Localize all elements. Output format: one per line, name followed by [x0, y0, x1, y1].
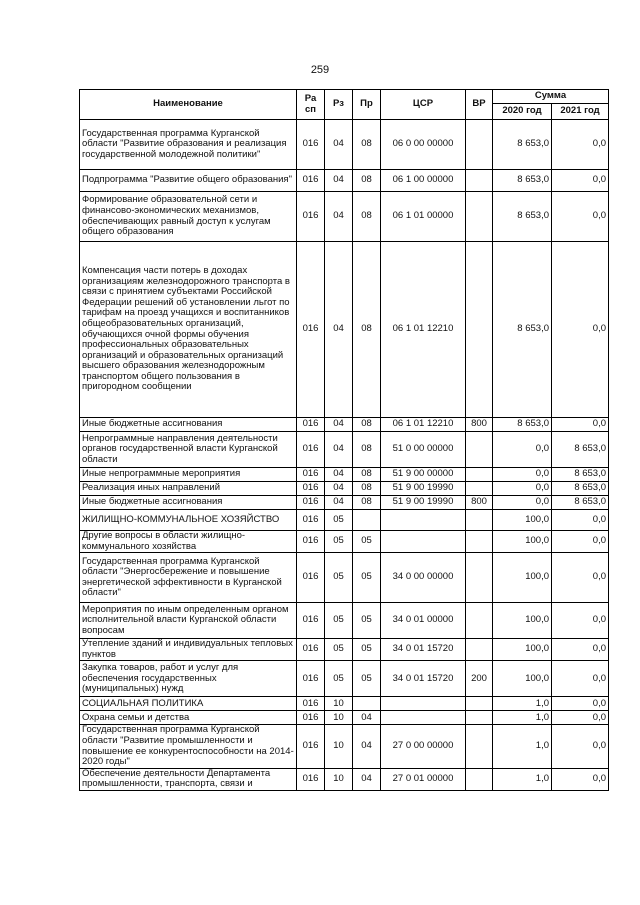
row-csr: 27 0 01 00000	[381, 768, 466, 790]
row-rz: 05	[325, 553, 353, 603]
row-csr: 51 0 00 00000	[381, 432, 466, 468]
row-rasp: 016	[297, 639, 325, 661]
row-rasp: 016	[297, 120, 325, 170]
row-vr	[466, 120, 493, 170]
header-rasp: Ра сп	[297, 90, 325, 120]
row-rz: 05	[325, 639, 353, 661]
row-csr	[381, 510, 466, 531]
row-pr: 05	[353, 639, 381, 661]
page-number: 259	[310, 64, 330, 76]
row-rz: 04	[325, 192, 353, 242]
budget-table	[79, 89, 609, 791]
row-pr: 08	[353, 242, 381, 418]
row-2020: 100,0	[493, 603, 552, 639]
row-2021: 0,0	[552, 418, 609, 432]
header-row	[80, 90, 609, 104]
table-row	[80, 553, 609, 603]
row-2020: 0,0	[493, 468, 552, 482]
row-pr: 08	[353, 120, 381, 170]
table-row	[80, 432, 609, 468]
row-2021: 8 653,0	[552, 482, 609, 496]
row-2020: 0,0	[493, 432, 552, 468]
row-name: Формирование образовательной сети и финансово-экономических механизмов, обеспечивающих равный доступ к услугам общего образования	[80, 192, 297, 242]
row-rasp: 016	[297, 242, 325, 418]
table-row	[80, 496, 609, 510]
row-name: Мероприятия по иным определенным органом исполнительной власти Курганской области вопросам	[80, 603, 297, 639]
row-csr: 06 1 01 12210	[381, 242, 466, 418]
table-row	[80, 482, 609, 496]
row-2020: 100,0	[493, 639, 552, 661]
row-name: Обеспечение деятельности Департамента промышленности, транспорта, связи и	[80, 768, 297, 790]
row-rasp: 016	[297, 768, 325, 790]
table-row	[80, 170, 609, 192]
row-vr	[466, 192, 493, 242]
table-row	[80, 639, 609, 661]
row-vr	[466, 468, 493, 482]
row-rz: 04	[325, 120, 353, 170]
row-vr: 800	[466, 418, 493, 432]
header-rz: Рз	[325, 90, 353, 120]
row-vr	[466, 639, 493, 661]
row-csr: 34 0 00 00000	[381, 553, 466, 603]
table-row	[80, 603, 609, 639]
row-vr	[466, 711, 493, 725]
table-row	[80, 768, 609, 790]
row-pr: 08	[353, 192, 381, 242]
row-name: Охрана семьи и детства	[80, 711, 297, 725]
header-vr: ВР	[466, 90, 493, 120]
header-pr: Пр	[353, 90, 381, 120]
row-2021: 0,0	[552, 531, 609, 553]
row-2021: 0,0	[552, 768, 609, 790]
row-pr: 05	[353, 603, 381, 639]
table-row	[80, 531, 609, 553]
row-name: Государственная программа Курганской области "Энергосбережение и повышение энергетической эффективности в Курганской области"	[80, 553, 297, 603]
row-rz: 05	[325, 661, 353, 697]
row-rz: 05	[325, 531, 353, 553]
row-csr	[381, 711, 466, 725]
table-row	[80, 242, 609, 418]
row-rasp: 016	[297, 553, 325, 603]
row-pr: 05	[353, 661, 381, 697]
row-rasp: 016	[297, 482, 325, 496]
row-2021: 0,0	[552, 603, 609, 639]
row-rasp: 016	[297, 170, 325, 192]
row-2021: 0,0	[552, 697, 609, 711]
row-name: Иные бюджетные ассигнования	[80, 496, 297, 510]
row-rz: 10	[325, 725, 353, 768]
row-name: Закупка товаров, работ и услуг для обеспечения государственных (муниципальных) нужд	[80, 661, 297, 697]
row-vr	[466, 697, 493, 711]
row-rz: 10	[325, 697, 353, 711]
row-rasp: 016	[297, 725, 325, 768]
row-rasp: 016	[297, 432, 325, 468]
row-vr	[466, 432, 493, 468]
row-rz: 04	[325, 242, 353, 418]
table-row	[80, 711, 609, 725]
row-pr: 08	[353, 170, 381, 192]
row-2020: 8 653,0	[493, 170, 552, 192]
row-rasp: 016	[297, 510, 325, 531]
row-vr	[466, 510, 493, 531]
table-body	[80, 120, 609, 791]
row-name: СОЦИАЛЬНАЯ ПОЛИТИКА	[80, 697, 297, 711]
row-vr: 800	[466, 496, 493, 510]
row-2020: 0,0	[493, 482, 552, 496]
row-vr	[466, 725, 493, 768]
row-name: Другие вопросы в области жилищно-коммунального хозяйства	[80, 531, 297, 553]
row-pr	[353, 510, 381, 531]
row-name: Подпрограмма "Развитие общего образования"	[80, 170, 297, 192]
row-csr: 06 0 00 00000	[381, 120, 466, 170]
row-csr	[381, 531, 466, 553]
row-rz: 04	[325, 496, 353, 510]
row-2021: 0,0	[552, 639, 609, 661]
row-2021: 0,0	[552, 725, 609, 768]
row-2020: 100,0	[493, 510, 552, 531]
row-2021: 8 653,0	[552, 496, 609, 510]
row-csr: 34 0 01 15720	[381, 639, 466, 661]
row-2020: 8 653,0	[493, 120, 552, 170]
row-2020: 8 653,0	[493, 242, 552, 418]
table-row	[80, 697, 609, 711]
row-csr: 51 9 00 19990	[381, 482, 466, 496]
row-pr: 04	[353, 711, 381, 725]
row-rasp: 016	[297, 496, 325, 510]
row-csr: 51 9 00 00000	[381, 468, 466, 482]
row-vr	[466, 482, 493, 496]
row-2021: 0,0	[552, 510, 609, 531]
row-csr: 34 0 01 15720	[381, 661, 466, 697]
row-rz: 10	[325, 768, 353, 790]
row-name: Утепление зданий и индивидуальных тепловых пунктов	[80, 639, 297, 661]
row-rz: 05	[325, 510, 353, 531]
row-pr: 08	[353, 496, 381, 510]
row-rasp: 016	[297, 192, 325, 242]
row-rasp: 016	[297, 661, 325, 697]
row-rz: 10	[325, 711, 353, 725]
row-rasp: 016	[297, 418, 325, 432]
row-csr: 06 1 01 00000	[381, 192, 466, 242]
row-vr	[466, 242, 493, 418]
header-2021: 2021 год	[552, 104, 609, 120]
row-vr	[466, 603, 493, 639]
row-2020: 1,0	[493, 725, 552, 768]
row-vr: 200	[466, 661, 493, 697]
row-rasp: 016	[297, 711, 325, 725]
row-rz: 05	[325, 603, 353, 639]
table-row	[80, 661, 609, 697]
row-pr: 04	[353, 768, 381, 790]
row-pr: 08	[353, 482, 381, 496]
row-2021: 0,0	[552, 170, 609, 192]
row-csr: 27 0 00 00000	[381, 725, 466, 768]
row-rz: 04	[325, 432, 353, 468]
row-name: Иные бюджетные ассигнования	[80, 418, 297, 432]
row-2020: 100,0	[493, 531, 552, 553]
row-name: Непрограммные направления деятельности органов государственной власти Курганской области	[80, 432, 297, 468]
row-rasp: 016	[297, 468, 325, 482]
header-2020: 2020 год	[493, 104, 552, 120]
row-2021: 8 653,0	[552, 468, 609, 482]
row-2020: 8 653,0	[493, 418, 552, 432]
row-name: Реализация иных направлений	[80, 482, 297, 496]
row-2020: 0,0	[493, 496, 552, 510]
row-2021: 0,0	[552, 120, 609, 170]
row-2020: 1,0	[493, 711, 552, 725]
row-rasp: 016	[297, 531, 325, 553]
row-vr	[466, 768, 493, 790]
row-csr: 51 9 00 19990	[381, 496, 466, 510]
row-vr	[466, 170, 493, 192]
row-csr: 06 1 01 12210	[381, 418, 466, 432]
row-pr: 05	[353, 531, 381, 553]
row-rz: 04	[325, 468, 353, 482]
row-2020: 100,0	[493, 661, 552, 697]
row-rasp: 016	[297, 603, 325, 639]
row-2021: 0,0	[552, 553, 609, 603]
table-row	[80, 725, 609, 768]
table-row	[80, 468, 609, 482]
row-rasp: 016	[297, 697, 325, 711]
row-vr	[466, 531, 493, 553]
row-name: Государственная программа Курганской области "Развитие промышленности и повышение ее конкурентоспособности на 2014-2020 годы"	[80, 725, 297, 768]
row-vr	[466, 553, 493, 603]
row-2021: 0,0	[552, 711, 609, 725]
row-2021: 0,0	[552, 242, 609, 418]
row-2020: 100,0	[493, 553, 552, 603]
row-name: ЖИЛИЩНО-КОММУНАЛЬНОЕ ХОЗЯЙСТВО	[80, 510, 297, 531]
row-csr: 06 1 00 00000	[381, 170, 466, 192]
row-name: Государственная программа Курганской области "Развитие образования и реализация государственной молодежной политики"	[80, 120, 297, 170]
row-2021: 0,0	[552, 661, 609, 697]
row-rz: 04	[325, 170, 353, 192]
header-name: Наименование	[80, 90, 297, 120]
row-name: Иные непрограммные мероприятия	[80, 468, 297, 482]
row-rz: 04	[325, 482, 353, 496]
row-csr	[381, 697, 466, 711]
row-pr: 04	[353, 725, 381, 768]
row-pr: 05	[353, 553, 381, 603]
header-summa: Сумма	[493, 90, 609, 104]
table-row	[80, 192, 609, 242]
table-row	[80, 418, 609, 432]
row-pr: 08	[353, 418, 381, 432]
row-2020: 1,0	[493, 768, 552, 790]
row-pr	[353, 697, 381, 711]
header-csr: ЦСР	[381, 90, 466, 120]
row-2021: 0,0	[552, 192, 609, 242]
row-2020: 8 653,0	[493, 192, 552, 242]
row-name: Компенсация части потерь в доходах организациям железнодорожного транспорта в связи с принятием субъектами Российской Федерации решений об установлении льгот по тарифам на проезд учащихся и воспитанников общеобразовательных организаций, обучающихся очной формы обучения профессиональных образовательных организаций и образовательных организаций высшего образования железнодорожным транспортом общего пользования в пригородном сообщении	[80, 242, 297, 418]
row-pr: 08	[353, 432, 381, 468]
row-rz: 04	[325, 418, 353, 432]
table-row	[80, 510, 609, 531]
row-csr: 34 0 01 00000	[381, 603, 466, 639]
row-pr: 08	[353, 468, 381, 482]
row-2020: 1,0	[493, 697, 552, 711]
row-2021: 8 653,0	[552, 432, 609, 468]
table-row	[80, 120, 609, 170]
